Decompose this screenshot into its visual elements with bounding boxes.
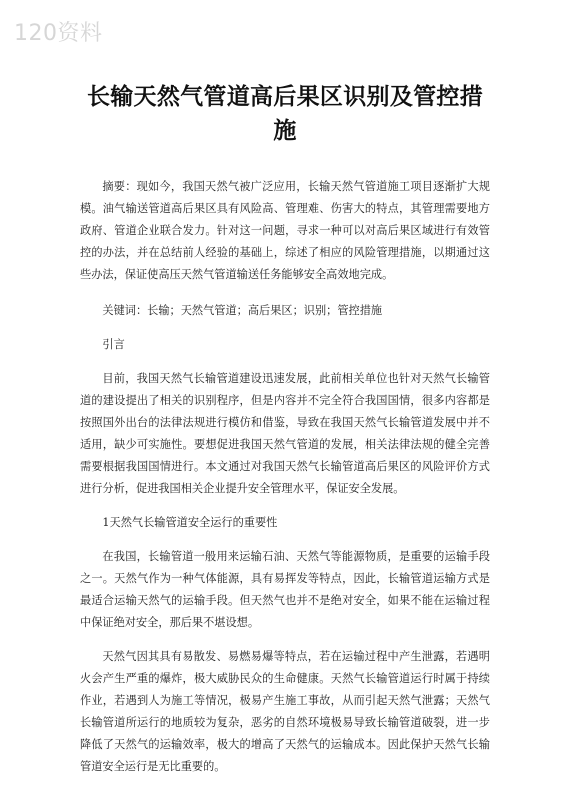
section-1-heading: 1天然气长输管道安全运行的重要性 [102,516,278,529]
watermark: 120资料 [14,21,103,46]
section-1-paragraph-2: 天然气因其具有易散发、易燃易爆等特点，若在运输过程中产生泄露，若遇明火会产生严重的爆炸，极大威胁民众的生命健康。天然气长输管道运行时属于持续作业，若遇到人为施工等情况，极易产生施工事故，从而引起天然气泄露；天然气长输管道所运行的地质较为复杂，恶劣的自然环境极易导致长输管道破裂，进一步降低了天然气的运输效率，极大的增高了天然气的运输成本。因此保护天然气长输管道安全运行是无比重要的。 [80,650,490,773]
document-page [80,0,490,778]
abstract-paragraph: 摘要：现如今，我国天然气被广泛应用，长输天然气管道施工项目逐渐扩大规模。油气输送管道高后果区具有风险高、管理难、伤害大的特点，其管理需要地方政府、管道企业联合发力。针对这一问题，寻求一种可以对高后果区域进行有效管控的办法，并在总结前人经验的基础上，综述了相应的风险管理措施，以期通过这些办法，保证使高压天然气管道输送任务能够安全高效地完成。 [80,180,490,281]
section-1-paragraph-1: 在我国，长输管道一般用来运输石油、天然气等能源物质，是重要的运输手段之一。天然气作为一种气体能源，具有易挥发等特点，因此，长输管道运输方式是最适合运输天然气的运输手段。但天然气也并不是绝对安全，如果不能在运输过程中保证绝对安全，那后果不堪设想。 [80,550,490,629]
intro-heading: 引言 [102,338,125,351]
keywords-line: 关键词：长输；天然气管道；高后果区；识别；管控措施 [102,304,383,317]
document-title: 长输天然气管道高后果区识别及管控措施 [86,84,484,144]
intro-paragraph: 目前，我国天然气长输管道建设迅速发展，此前相关单位也针对天然气长输管道的建设提出了相关的识别程序，但是内容并不完全符合我国国情，很多内容都是按照国外出台的法律法规进行模仿和借鉴，导致在我国天然气长输管道发展中并不适用，缺少可实施性。要想促进我国天然气管道的发展，相关法律法规的健全完善需要根据我国国情进行。本文通过对我国天然气长输管道高后果区的风险评价方式进行分析，促进我国相关企业提升安全管理水平，保证安全发展。 [80,372,490,495]
